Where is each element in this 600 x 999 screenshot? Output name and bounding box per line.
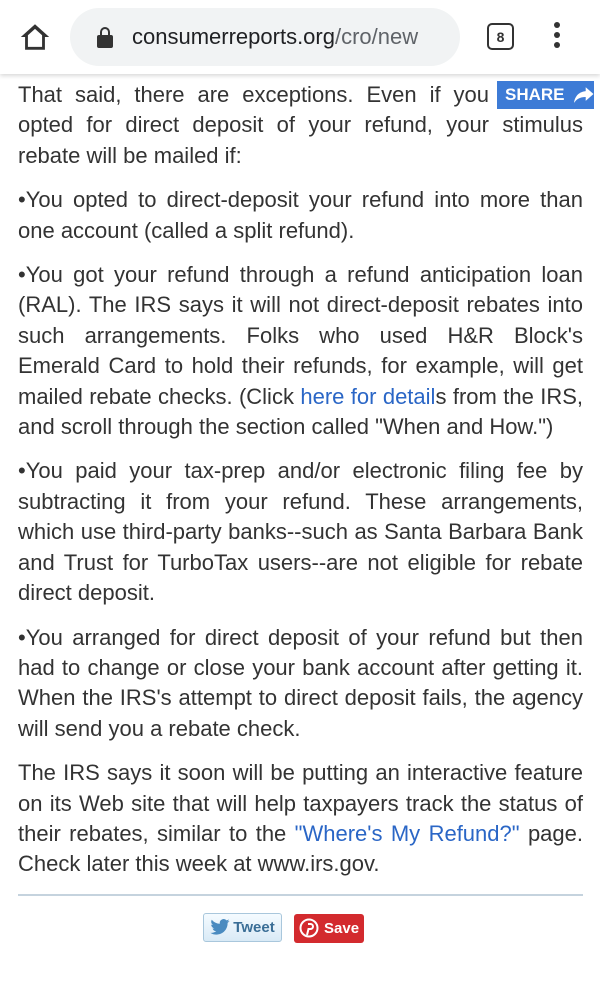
lock-icon <box>96 26 114 48</box>
paragraph <box>18 758 583 880</box>
paragraph <box>18 260 583 442</box>
paragraph: •You arranged for direct deposit of your refund but then had to change or close your bank account after getting it. When the IRS's attempt to direct deposit fails, the agency will send you a rebate check. <box>18 624 583 741</box>
more-menu-icon[interactable] <box>552 22 562 52</box>
wheres-my-refund-link[interactable]: "Where's My Refund?" <box>294 820 520 846</box>
tweet-label: Tweet <box>233 918 275 936</box>
share-arrow-icon <box>573 86 594 104</box>
twitter-bird-icon <box>210 919 230 935</box>
article-body <box>18 80 583 880</box>
share-button[interactable] <box>497 81 594 109</box>
text: page. Check later this week at www.irs.gov. <box>18 820 583 877</box>
pinterest-icon <box>299 918 319 938</box>
irs-details-link[interactable]: here for detail <box>300 383 436 409</box>
address-bar[interactable] <box>70 8 460 66</box>
paragraph: •You opted to direct-deposit your refund into more than one account (called a split refund). <box>18 187 583 243</box>
text: s from the IRS, and scroll through the section called "When and How.") <box>18 383 583 440</box>
paragraph: •You paid your tax-prep and/or electronic filing fee by subtracting it from your refund. These arrangements, which use third-party banks--such as Santa Barbara Bank and Trust for TurboTax users--are not eligible for rebate direct deposit. <box>18 458 583 606</box>
url-domain: consumerreports.org <box>132 24 335 49</box>
share-label: SHARE <box>505 85 565 104</box>
pinterest-save-button[interactable] <box>294 914 364 943</box>
url-path: /cro/new <box>334 24 419 49</box>
social-buttons <box>18 896 583 948</box>
tweet-button[interactable] <box>203 913 282 942</box>
save-label: Save <box>324 919 360 937</box>
home-icon[interactable] <box>18 20 52 54</box>
text: •You got your refund through a refund anticipation loan (RAL). The IRS says it will not direct-deposit rebates into such arrangements. Folks who used H&R Block's Emerald Card to hold their refunds, for example, will get mailed rebate checks. (Click <box>18 262 583 409</box>
paragraph: That said, there are exceptions. Even if you opted for direct deposit of your refund, your stimulus rebate will be mailed if: <box>18 82 583 168</box>
browser-toolbar <box>0 0 600 74</box>
tab-switcher-button[interactable]: 8 <box>487 23 514 50</box>
text: The IRS says it soon will be putting an interactive feature on its Web site that will help taxpayers track the status of their rebates, similar to the <box>18 760 583 846</box>
